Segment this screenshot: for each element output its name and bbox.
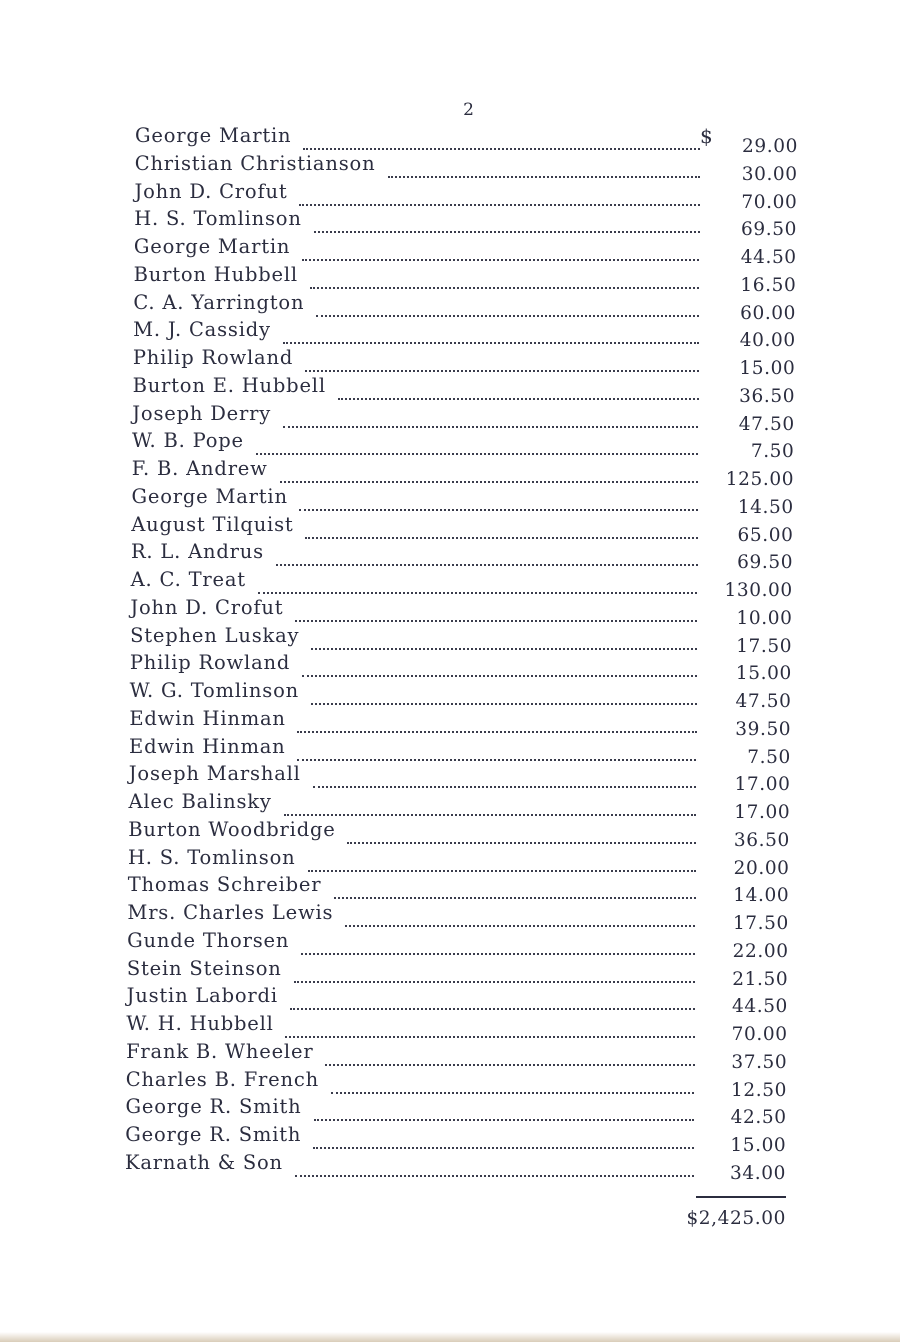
dot-leader bbox=[284, 794, 696, 816]
ledger-row bbox=[0, 1012, 900, 1045]
entry-name: Joseph Derry bbox=[132, 401, 272, 425]
dot-leader bbox=[345, 905, 695, 927]
dot-leader bbox=[302, 239, 699, 261]
ledger-row bbox=[0, 706, 900, 740]
ledger-row bbox=[0, 179, 900, 213]
entry-amount: 36.50 bbox=[739, 385, 796, 407]
dot-leader bbox=[302, 655, 697, 677]
ledger-row bbox=[0, 901, 900, 934]
entry-amount: 17.00 bbox=[734, 774, 791, 796]
ledger-row bbox=[0, 1039, 900, 1073]
entry-name: Joseph Marshall bbox=[128, 762, 301, 786]
entry-amount: 39.50 bbox=[735, 718, 792, 740]
ledger-row bbox=[0, 512, 900, 546]
ledger-row bbox=[0, 1095, 900, 1129]
entry-amount: 44.50 bbox=[731, 996, 788, 1018]
ledger-row bbox=[0, 429, 900, 463]
dot-leader bbox=[334, 877, 696, 899]
dot-leader bbox=[388, 156, 700, 178]
dot-leader bbox=[325, 1044, 695, 1066]
dot-leader bbox=[256, 433, 698, 455]
dot-leader bbox=[283, 322, 699, 344]
entry-name: Frank B. Wheeler bbox=[126, 1039, 314, 1063]
dot-leader bbox=[311, 683, 697, 705]
dot-leader bbox=[290, 988, 695, 1010]
dot-leader bbox=[347, 822, 696, 844]
entry-name: George R. Smith bbox=[125, 1095, 302, 1119]
entry-amount: 17.00 bbox=[734, 802, 791, 823]
entry-name: Gunde Thorsen bbox=[127, 928, 290, 952]
ledger-row bbox=[0, 1123, 900, 1156]
dot-leader bbox=[313, 766, 696, 788]
entry-name: W. H. Hubbell bbox=[126, 1012, 274, 1035]
entry-amount: 20.00 bbox=[733, 857, 790, 879]
entry-amount: 15.00 bbox=[735, 663, 792, 685]
ledger-row bbox=[0, 373, 900, 407]
entry-name: Stein Steinson bbox=[126, 956, 282, 980]
dot-leader bbox=[299, 489, 698, 511]
ledger-row bbox=[0, 124, 900, 157]
entry-amount: 17.50 bbox=[732, 913, 789, 934]
entry-amount: 60.00 bbox=[740, 302, 797, 324]
dot-leader bbox=[305, 517, 698, 539]
entry-amount: 130.00 bbox=[724, 580, 793, 601]
entry-name: Philip Rowland bbox=[129, 651, 291, 675]
dot-leader bbox=[338, 378, 699, 400]
entry-amount: 44.50 bbox=[740, 247, 797, 268]
entry-amount: 47.50 bbox=[735, 691, 792, 712]
entry-amount: 10.00 bbox=[736, 607, 793, 629]
entry-amount: 69.50 bbox=[737, 552, 794, 574]
entry-name: Burton Woodbridge bbox=[128, 817, 336, 841]
entry-amount: 40.00 bbox=[739, 330, 796, 352]
entry-name: Stephen Luskay bbox=[130, 623, 300, 647]
dot-leader bbox=[258, 572, 697, 594]
ledger-row bbox=[0, 262, 900, 296]
ledger-row bbox=[0, 207, 900, 241]
entry-name: Burton E. Hubbell bbox=[132, 373, 326, 397]
dot-leader bbox=[311, 628, 697, 650]
entry-amount: 14.50 bbox=[737, 496, 794, 518]
dot-leader bbox=[295, 600, 697, 622]
entry-amount: 16.50 bbox=[740, 274, 797, 296]
entry-name: George Martin bbox=[131, 484, 288, 508]
total-amount: $2,425.00 bbox=[686, 1208, 786, 1229]
dot-leader bbox=[314, 211, 700, 233]
ledger-row bbox=[0, 401, 900, 435]
ledger-row bbox=[0, 151, 900, 185]
ledger-row bbox=[0, 457, 900, 490]
entry-name: George Martin bbox=[133, 235, 291, 258]
ledger-row bbox=[0, 1150, 900, 1184]
entry-name: Mrs. Charles Lewis bbox=[127, 901, 334, 924]
entry-name: Thomas Schreiber bbox=[127, 873, 322, 897]
entry-amount: 29.00 bbox=[742, 136, 798, 157]
entry-amount: 7.50 bbox=[747, 746, 791, 768]
entry-name: John D. Crofut bbox=[134, 179, 288, 203]
dot-leader bbox=[301, 933, 695, 955]
ledger-row bbox=[0, 540, 900, 574]
entry-name: John D. Crofut bbox=[130, 595, 284, 619]
ledger-row bbox=[0, 235, 900, 268]
entry-amount: 15.00 bbox=[739, 358, 796, 379]
entry-name: C. A. Yarrington bbox=[133, 290, 305, 314]
entry-name: Burton Hubbell bbox=[133, 262, 298, 286]
ledger-row bbox=[0, 734, 900, 768]
entry-name: Alec Balinsky bbox=[128, 790, 272, 813]
entry-name: Philip Rowland bbox=[132, 346, 294, 369]
entry-name: George R. Smith bbox=[125, 1123, 302, 1146]
entry-name: Edwin Hinman bbox=[129, 706, 286, 730]
dot-leader bbox=[313, 1127, 694, 1149]
entry-name: August Tilquist bbox=[131, 512, 294, 536]
entry-amount: 36.50 bbox=[733, 829, 790, 851]
entry-name: Christian Christianson bbox=[134, 151, 376, 175]
dot-leader bbox=[285, 1016, 695, 1038]
entry-name: Karnath & Son bbox=[125, 1150, 283, 1174]
dot-leader bbox=[299, 184, 700, 206]
entry-name: A. C. Treat bbox=[130, 568, 246, 591]
entry-amount: 125.00 bbox=[725, 469, 795, 490]
ledger-row bbox=[0, 568, 900, 601]
entry-amount: 70.00 bbox=[741, 191, 798, 213]
page-edge-shadow bbox=[0, 1332, 900, 1342]
ledger-row bbox=[0, 318, 900, 352]
total-rule bbox=[696, 1196, 786, 1198]
entry-amount: 15.00 bbox=[730, 1135, 787, 1156]
entry-name: Justin Labordi bbox=[126, 984, 278, 1008]
dot-leader bbox=[314, 1099, 694, 1121]
entry-amount: 34.00 bbox=[730, 1162, 786, 1184]
ledger-row bbox=[0, 817, 900, 851]
ledger-row bbox=[0, 679, 900, 712]
entry-name: H. S. Tomlinson bbox=[127, 845, 296, 869]
entry-name: W. G. Tomlinson bbox=[129, 679, 299, 702]
entry-amount: 30.00 bbox=[741, 163, 798, 185]
dot-leader bbox=[310, 267, 699, 289]
entry-amount: 69.50 bbox=[741, 219, 798, 241]
ledger-row bbox=[0, 484, 900, 518]
entry-amount: 42.50 bbox=[730, 1107, 787, 1129]
entry-amount: 22.00 bbox=[732, 940, 789, 962]
currency-symbol: $ bbox=[700, 124, 713, 148]
entry-name: Edwin Hinman bbox=[129, 734, 286, 758]
dot-leader bbox=[331, 1072, 694, 1094]
dot-leader bbox=[316, 295, 699, 317]
ledger-row bbox=[0, 928, 900, 962]
entry-name: W. B. Pope bbox=[132, 429, 244, 453]
ledger-row bbox=[0, 346, 900, 379]
entry-amount: 65.00 bbox=[737, 524, 794, 546]
ledger-row bbox=[0, 845, 900, 879]
ledger-row bbox=[0, 762, 900, 796]
ledger-list bbox=[0, 124, 900, 1184]
ledger-row bbox=[0, 623, 900, 657]
entry-name: Charles B. French bbox=[125, 1067, 319, 1091]
ledger-row bbox=[0, 595, 900, 629]
entry-name: George Martin bbox=[135, 124, 292, 147]
dot-leader bbox=[308, 850, 696, 872]
ledger-row bbox=[0, 790, 900, 823]
dot-leader bbox=[280, 461, 698, 483]
dot-leader bbox=[297, 711, 697, 733]
page-number: 2 bbox=[463, 100, 475, 120]
ledger-row bbox=[0, 956, 900, 990]
entry-amount: 21.50 bbox=[732, 968, 789, 990]
entry-amount: 17.50 bbox=[736, 635, 793, 657]
dot-leader bbox=[294, 961, 695, 983]
dot-leader bbox=[305, 350, 699, 372]
entry-name: F. B. Andrew bbox=[131, 457, 268, 480]
entry-amount: 47.50 bbox=[738, 413, 795, 435]
ledger-row bbox=[0, 984, 900, 1018]
entry-amount: 12.50 bbox=[731, 1079, 787, 1101]
entry-amount: 37.50 bbox=[731, 1051, 788, 1073]
ledger-row bbox=[0, 651, 900, 685]
entry-amount: 70.00 bbox=[731, 1024, 788, 1045]
ledger-row bbox=[0, 873, 900, 907]
ledger-row bbox=[0, 290, 900, 324]
ledger-row bbox=[0, 1067, 900, 1101]
dot-leader bbox=[297, 739, 696, 761]
dot-leader bbox=[276, 544, 698, 566]
dot-leader bbox=[303, 128, 700, 150]
entry-amount: 14.00 bbox=[733, 885, 790, 907]
dot-leader bbox=[283, 406, 698, 428]
entry-name: M. J. Cassidy bbox=[133, 318, 271, 342]
entry-name: R. L. Andrus bbox=[130, 540, 264, 564]
dot-leader bbox=[295, 1155, 694, 1177]
entry-name: H. S. Tomlinson bbox=[134, 207, 302, 231]
entry-amount: 7.50 bbox=[750, 441, 795, 463]
